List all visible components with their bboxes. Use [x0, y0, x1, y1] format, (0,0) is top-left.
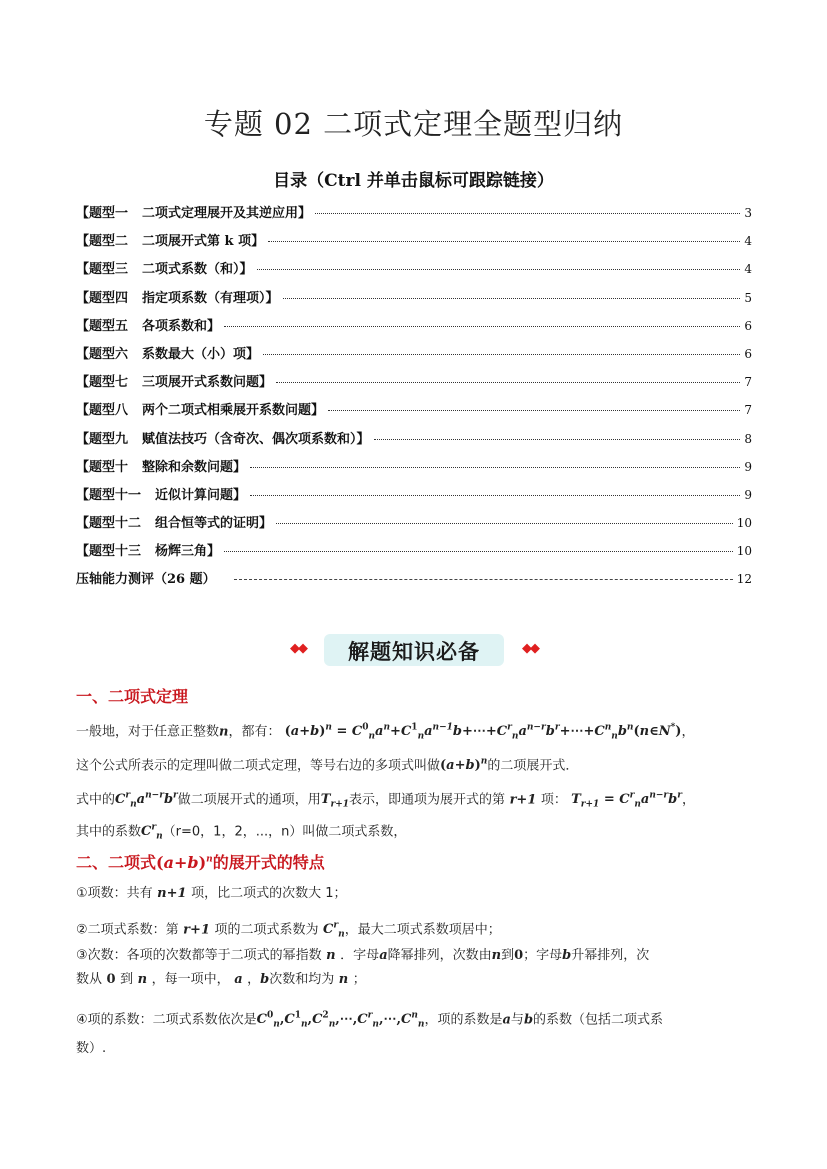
- toc-link-13[interactable]: [76, 540, 752, 568]
- toc-link-8[interactable]: [76, 399, 752, 427]
- text-run: 的二项展开式．: [487, 758, 579, 774]
- toc-label-type: 【题型六: [76, 346, 129, 362]
- toc-label-title: 二项式系数（和）】: [142, 262, 253, 278]
- toc-leader: [234, 579, 733, 580]
- toc-leader: [276, 382, 740, 383]
- toc-label-type: 【题型三: [76, 262, 129, 278]
- formula: n: [321, 948, 341, 963]
- toc-leader: [257, 269, 741, 270]
- toc-label-type: 【题型七: [76, 375, 129, 391]
- toc-page-number: 7: [744, 403, 752, 418]
- text-run: ．字母: [340, 948, 380, 963]
- toc-leader: [276, 523, 733, 524]
- paragraph-general-term: 式中的$C^r_na^{n-r}b^r$做二项展开式的通项，用$T_{r+1}$表示，即通项为展开式的第 r+1 项： $T_{r+1} = C^r_na^{n-r}b^r$，: [76, 791, 696, 810]
- toc-label-title: 系数最大（小）项】: [142, 346, 260, 362]
- banner-title: 解题知识必备: [348, 640, 480, 664]
- toc-label-type: 【题型十: [76, 459, 129, 475]
- toc-label-title: 压轴能力测评（26 题）: [76, 572, 216, 588]
- text-run: 做二项展开式的通项，用: [177, 792, 321, 808]
- page-title: 专题 02 二项式定理全题型归纳: [203, 107, 624, 141]
- toc-label-type: 【题型十三: [76, 544, 142, 560]
- text-run: ①项数：共有: [76, 886, 153, 901]
- toc-leader: [250, 495, 740, 496]
- toc-link-9[interactable]: [76, 428, 752, 456]
- formula: 0: [514, 948, 524, 963]
- toc-label-type: 【题型八: [76, 403, 129, 419]
- text-run: ②二项式系数：第: [76, 922, 179, 938]
- text-run: 这个公式所表示的定理叫做二项式定理，等号右边的多项式叫做: [76, 758, 441, 774]
- toc-label-type: 【题型十一: [76, 487, 142, 503]
- table-of-contents: [76, 202, 752, 597]
- formula: $T_{r+1}$: [320, 792, 350, 810]
- toc-label-type: 【题型五: [76, 318, 129, 334]
- text-run: 项的二项式系数为: [214, 922, 319, 938]
- diamond-decoration-icon: ◆◆: [522, 641, 538, 656]
- formula: r+1: [178, 922, 215, 938]
- formula: $C^0_n,C^1_n,C^2_n,\cdots,C^r_n,\cdots,C^n_n$: [256, 1011, 425, 1030]
- formula: r+1: [505, 792, 541, 808]
- toc-label-title: 指定项系数（有理项）】: [142, 290, 279, 306]
- list-item-binomial-coefficient: [76, 914, 756, 947]
- toc-leader: [374, 439, 741, 440]
- formula: $C^r_na^{n-r}b^r$: [115, 791, 178, 810]
- formula: n+1: [152, 886, 192, 901]
- text-run: 到: [501, 948, 515, 963]
- toc-label-title: 两个二项式相乘展开系数问题】: [142, 403, 325, 419]
- toc-leader: [315, 213, 740, 214]
- text-run: 数从: [76, 972, 103, 987]
- diamond-decoration-icon: ◆◆: [290, 641, 306, 656]
- toc-page-number: 9: [744, 487, 752, 502]
- text-run: ；: [352, 972, 366, 987]
- toc-leader: [268, 241, 740, 242]
- text-run: 其中的系数: [76, 824, 142, 840]
- toc-label-title: 整除和余数问题】: [142, 459, 247, 475]
- list-item-terms: [76, 882, 756, 906]
- toc-leader: [250, 467, 740, 468]
- text-run: 项，比二项式的次数大 1；: [191, 886, 347, 901]
- paragraph-definition: [76, 750, 756, 778]
- toc-link-11[interactable]: [76, 484, 752, 512]
- formula: $(a+b)^n$ = $C^0_na^n+C^1_na^{n-1}b+\cdots+C^r_na^{n-r}b^r+\cdots+C^n_nb^n(n\in N^*)$: [284, 723, 682, 742]
- toc-page-number: 9: [744, 459, 752, 474]
- formula: $T_{r+1} = C^r_na^{n-r}b^r$: [571, 791, 683, 810]
- toc-page-number: 10: [736, 544, 752, 559]
- formula: $(a+b)^n$: [440, 757, 488, 774]
- toc-page-number: 4: [744, 262, 752, 277]
- formula: a: [502, 1012, 511, 1028]
- text-run: ，: [247, 972, 261, 987]
- toc-link-10[interactable]: [76, 456, 752, 484]
- text-run: 二、二项式: [76, 853, 157, 872]
- toc-page-number: 6: [744, 318, 752, 333]
- toc-page-number: 4: [744, 234, 752, 249]
- formula: b: [562, 948, 572, 963]
- text-run: ，项的系数是: [424, 1012, 503, 1028]
- toc-link-6[interactable]: [76, 343, 752, 371]
- text-run: 表示，即通项为展开式的第: [349, 792, 506, 808]
- toc-page-number: 3: [744, 206, 752, 220]
- toc-link-assessment[interactable]: [76, 568, 752, 596]
- section-heading-2: [76, 850, 325, 873]
- list-item-degree: [76, 944, 756, 992]
- section-banner: [290, 632, 538, 670]
- toc-leader: [224, 551, 733, 552]
- text-run: 一般地，对于任意正整数: [76, 724, 220, 740]
- text-run: 项：: [540, 792, 567, 808]
- formula: n: [133, 972, 152, 987]
- formula: n: [334, 972, 353, 987]
- text-run: ；字母: [523, 948, 563, 963]
- toc-label-title: 组合恒等式的证明】: [155, 516, 273, 532]
- toc-leader: [263, 354, 740, 355]
- toc-page-number: 10: [736, 516, 752, 531]
- toc-label-type: 【题型十二: [76, 516, 142, 532]
- toc-heading: 目录（Ctrl 并单击鼠标可跟踪链接）: [273, 171, 554, 191]
- toc-label-title: 二项展开式第 k 项】: [142, 234, 265, 250]
- toc-label-title: 三项展开式系数问题】: [142, 375, 273, 391]
- formula: 0: [106, 972, 116, 987]
- text-run: ③次数：各项的次数都等于二项式的幂指数: [76, 948, 322, 963]
- toc-label-title: 赋值法技巧（含奇次、偶次项系数和）】: [142, 431, 370, 447]
- toc-leader: [328, 410, 740, 411]
- toc-link-7[interactable]: [76, 371, 752, 399]
- text-run: （r=0，1，2，...，n）叫做二项式系数，: [162, 824, 407, 840]
- toc-link-4[interactable]: [76, 287, 752, 315]
- formula: a: [379, 948, 388, 963]
- text-run: 式中的: [76, 792, 116, 808]
- toc-leader: [283, 298, 741, 299]
- text-run: 降幂排列，次数由: [387, 948, 492, 963]
- toc-label-title: 二项式定理展开及其逆应用】: [142, 206, 312, 221]
- text-run: 到: [120, 972, 134, 987]
- formula: n: [219, 724, 229, 740]
- paragraph-coefficient: [76, 816, 756, 849]
- toc-label-title: 各项系数和】: [142, 318, 221, 334]
- list-item-term-coefficient: [76, 1004, 756, 1061]
- text-run: 与: [510, 1012, 524, 1028]
- toc-label-title: 近似计算问题】: [155, 487, 247, 503]
- toc-page-number: 6: [744, 346, 752, 361]
- formula: $(a+b)^n$: [156, 853, 213, 872]
- toc-label-type: 【题型九: [76, 431, 129, 447]
- toc-label-type: 【题型二: [76, 234, 129, 250]
- toc-link-1[interactable]: [76, 202, 752, 230]
- text-run: ④项的系数：二项式系数依次是: [76, 1012, 257, 1028]
- section-heading-1: 一、二项式定理: [76, 687, 189, 706]
- formula: $C^r_n$: [318, 921, 345, 940]
- text-run: ，最大二项式系数项居中；: [344, 922, 501, 938]
- text-run: 数）.: [76, 1040, 107, 1056]
- text-run: ，每一项中，: [151, 972, 230, 987]
- toc-leader: [224, 326, 740, 327]
- text-run: 的展开式的特点: [212, 853, 325, 872]
- toc-label-type: 【题型一: [76, 206, 129, 221]
- paragraph-theorem: 一般地，对于任意正整数n，都有： $(a+b)^n$ = $C^0_na^n+C^1_na^{n-1}b+\cdots+C^r_na^{n-r}b^r+\cdots+C^n_nb^n(n\in N^*)$，: [76, 723, 695, 742]
- toc-label-type: 【题型四: [76, 290, 129, 306]
- toc-label-title: 杨辉三角】: [155, 544, 221, 560]
- toc-link-12[interactable]: [76, 512, 752, 540]
- toc-page-number: 7: [744, 375, 752, 390]
- toc-link-2[interactable]: [76, 230, 752, 258]
- toc-page-number: 8: [744, 431, 752, 446]
- formula: $C^r_n$: [141, 823, 163, 842]
- formula: n: [491, 948, 502, 963]
- toc-link-5[interactable]: [76, 315, 752, 343]
- toc-link-3[interactable]: [76, 258, 752, 286]
- text-run: 升幂排列，次: [571, 948, 650, 963]
- text-run: 的系数（包括二项式系: [533, 1012, 664, 1028]
- formula: a: [229, 972, 248, 987]
- text-run: 次数和均为: [269, 972, 335, 987]
- toc-page-number: 5: [744, 290, 752, 305]
- toc-page-number: 12: [736, 572, 752, 587]
- text-run: ，都有：: [228, 724, 281, 740]
- formula: b: [523, 1012, 534, 1028]
- formula: b: [260, 972, 270, 987]
